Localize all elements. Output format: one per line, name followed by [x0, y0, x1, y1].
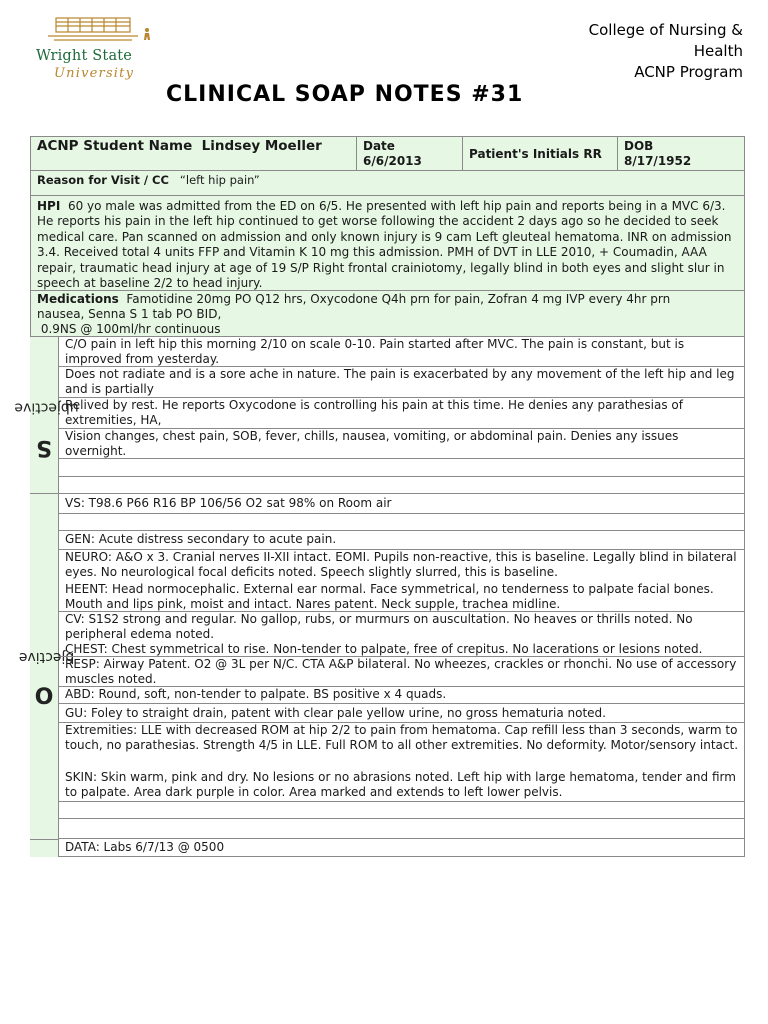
objective-row: Extremities: LLE with decreased ROM at hip 2/2 to pain from hematoma. Cap refill less than 3 seconds, warm to touch, no parathesias. Strength 4/5 in LLE. Full ROM to all other extremities. No deformity. Motor/sensory intact.	[65, 723, 739, 753]
college-line-2: Health	[693, 42, 743, 60]
subjective-row	[59, 477, 745, 494]
subjective-section-label: Subjective	[14, 399, 80, 461]
reason-for-visit-row	[30, 171, 745, 196]
hpi-section	[30, 196, 745, 291]
subjective-row	[59, 459, 745, 477]
objective-row: SKIN: Skin warm, pink and dry. No lesions or no abrasions noted. Left hip with large hematoma, tender and firm to palpate. Area dark purple in color. Area marked and extends to left lower pelvis.	[59, 770, 745, 802]
objective-row: RESP: Airway Patent. O2 @ 3L per N/C. CTA A&P bilateral. No wheezes, crackles or rhonchi. No use of accessory muscles noted.	[59, 657, 745, 687]
student-name-value: Lindsey Moeller	[201, 138, 322, 154]
medications-line-1: Famotidine 20mg PO Q12 hrs, Oxycodone Q4h prn for pain, Zofran 4 mg IVP every 4hr prn	[126, 292, 671, 306]
dob-cell	[618, 137, 744, 170]
student-name-label: ACNP Student Name	[37, 138, 193, 154]
subjective-row: Vision changes, chest pain, SOB, fever, chills, nausea, vomiting, or abdominal pain. Denies any issues overnight.	[59, 429, 745, 459]
hpi-label: HPI	[37, 199, 61, 213]
date-cell	[357, 137, 463, 170]
medications-section	[30, 291, 745, 337]
date-value: 6/6/2013	[363, 154, 422, 168]
medications-line-3: 0.9NS @ 100ml/hr continuous	[40, 322, 221, 336]
college-heading	[523, 20, 743, 83]
date-label: Date	[363, 139, 395, 153]
subjective-row: Does not radiate and is a sore ache in nature. The pain is exacerbated by any movement of the left hip and leg and is partially	[59, 367, 745, 398]
college-line-3: ACNP Program	[634, 63, 743, 81]
data-side-cell	[30, 839, 59, 857]
objective-section-label: Objective	[19, 649, 75, 707]
objective-row: GEN: Acute distress secondary to acute pain.	[59, 531, 745, 550]
objective-row: VS: T98.6 P66 R16 BP 106/56 O2 sat 98% on Room air	[59, 494, 745, 514]
objective-row	[59, 514, 745, 531]
medications-label: Medications	[37, 292, 119, 306]
dob-label: DOB	[624, 139, 654, 153]
hpi-text: 60 yo male was admitted from the ED on 6/5. He presented with left hip pain and reports being in a MVC 6/3. He reports his pain in the left hip continued to get worse following the accident 2 days ago so he decided to seek medical care. Pan scanned on admission and only known injury is 9 cam Left gleuteal hematoma. INR on admission 3.4. Received total 4 units FFP and Vitamin K 10 mg this admission. PMH of DVT in LLE 2010, + Coumadin, AAA repair, traumatic head injury at age of 19 S/P Right frontal crainiotomy, legally blind in both eyes and slight slur in speech at baseline 2/2 to head injury.	[37, 199, 732, 291]
student-name-cell	[31, 137, 357, 170]
subjective-row: C/O pain in left hip this morning 2/10 on scale 0-10. Pain started after MVC. The pain is constant, but is improved from yesterday.	[59, 337, 745, 367]
subjective-side-column	[14, 337, 80, 494]
objective-row: NEURO: A&O x 3. Cranial nerves II-XII intact. EOMI. Pupils non-reactive, this is baseline. Legally blind in bilateral eyes. No neurological focal deficits noted. Speech slightly slurred, this is baseline.	[65, 550, 737, 580]
college-line-1: College of Nursing &	[588, 21, 743, 39]
medications-line-2: nausea, Senna S 1 tab PO BID,	[37, 307, 222, 321]
objective-row: ABD: Round, soft, non-tender to palpate. BS positive x 4 quads.	[59, 687, 745, 704]
page-title: CLINICAL SOAP NOTES #31	[166, 82, 524, 107]
objective-row: HEENT: Head normocephalic. External ear normal. Face symmetrical, no tenderness to palpate facial bones. Mouth and lips pink, moist and intact. Nares patent. Neck supple, trachea midline.	[59, 582, 745, 612]
objective-row: CV: S1S2 strong and regular. No gallop, rubs, or murmurs on auscultation. No heaves or thrills noted. No peripheral edema noted.	[65, 612, 693, 642]
data-labs-row: DATA: Labs 6/7/13 @ 0500	[59, 839, 745, 857]
objective-side-column	[19, 494, 75, 839]
logo-wordmark: Wright State	[36, 48, 133, 64]
patient-initials-cell	[463, 137, 618, 170]
objective-row	[59, 819, 745, 839]
reason-value: “left hip pain”	[179, 173, 260, 187]
logo-subtitle: University	[54, 66, 135, 81]
objective-row: CHEST: Chest symmetrical to rise. Non-tender to palpate, free of crepitus. No lacerations or lesions noted.	[59, 642, 745, 657]
patient-initials-label: Patient's Initials	[469, 146, 580, 161]
objective-row: GU: Foley to straight drain, patent with clear pale yellow urine, no gross hematuria noted.	[59, 704, 745, 723]
patient-initials-value: RR	[583, 146, 602, 161]
subjective-row: Relived by rest. He reports Oxycodone is controlling his pain at this time. He denies any parathesias of extremities, HA,	[59, 398, 745, 429]
dob-value: 8/17/1952	[624, 154, 692, 168]
reason-label: Reason for Visit / CC	[37, 173, 169, 187]
objective-row	[59, 802, 745, 819]
student-header-row	[30, 136, 745, 171]
